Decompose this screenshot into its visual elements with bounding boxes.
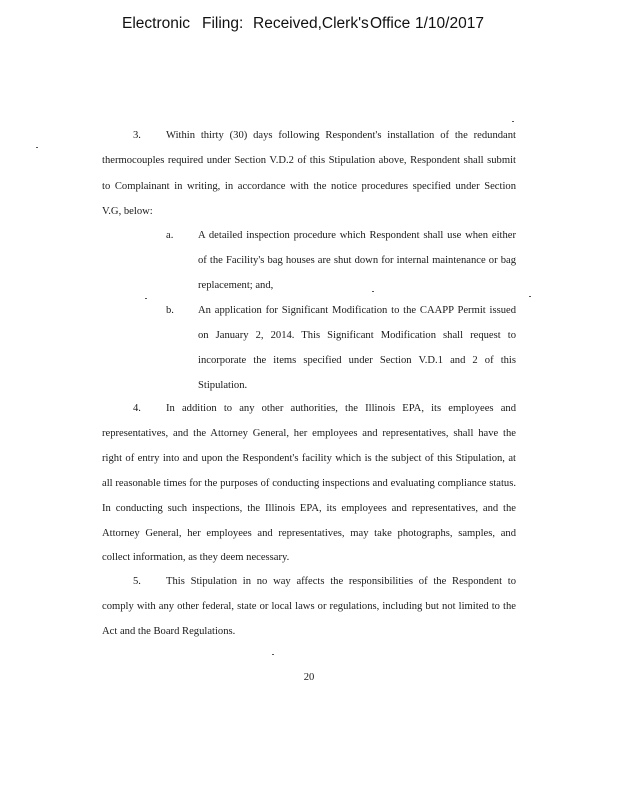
paragraph-number: 3. xyxy=(133,130,141,141)
paragraph-line: Within thirty (30) days following Respondent's installation of the redundant xyxy=(166,130,516,141)
paragraph-line: right of entry into and upon the Respondent's facility which is the subject of this Stipulation, at xyxy=(102,453,516,464)
paragraph-line: In addition to any other authorities, the Illinois EPA, its employees and xyxy=(166,403,516,414)
stamp-word-received-clerks: Received,Clerk's xyxy=(253,15,369,32)
stamp-word-filing: Filing: xyxy=(202,15,244,32)
paragraph-line: This Stipulation in no way affects the responsibilities of the Respondent to xyxy=(166,576,516,587)
paragraph-line: Attorney General, her employees and representatives, may take photographs, samples, and xyxy=(102,528,516,539)
scan-speck xyxy=(272,654,274,655)
paragraph-line: comply with any other federal, state or local laws or regulations, including but not limited to the xyxy=(102,601,516,612)
scan-speck xyxy=(36,147,38,148)
paragraph-number: 5. xyxy=(133,576,141,587)
paragraph-line: representatives, and the Attorney General, her employees and representatives, shall have the xyxy=(102,428,516,439)
paragraph-line: Act and the Board Regulations. xyxy=(102,626,236,637)
page-number: 20 xyxy=(303,672,315,683)
paragraph-line: all reasonable times for the purposes of conducting inspections and evaluating compliance status. xyxy=(102,478,516,489)
list-marker: a. xyxy=(166,230,174,241)
list-marker: b. xyxy=(166,305,174,316)
list-item-line: on January 2, 2014. This Significant Modification shall request to xyxy=(198,330,516,341)
stamp-word-office: Office xyxy=(370,15,411,32)
paragraph-line: In conducting such inspections, the Illinois EPA, its employees and representatives, and the xyxy=(102,503,516,514)
scan-speck xyxy=(145,298,147,299)
list-item-line: Stipulation. xyxy=(198,380,248,391)
paragraph-line: V.G, below: xyxy=(102,206,153,217)
list-item-line: replacement; and, xyxy=(198,280,274,291)
scan-speck xyxy=(372,291,374,292)
paragraph-line: thermocouples required under Section V.D.2 of this Stipulation above, Respondent shall submit xyxy=(102,155,516,166)
stamp-date: 1/10/2017 xyxy=(415,15,484,32)
scan-speck xyxy=(512,121,514,122)
list-item-line: An application for Significant Modification to the CAAPP Permit issued xyxy=(198,305,516,316)
list-item-line: of the Facility's bag houses are shut down for internal maintenance or bag xyxy=(198,255,516,266)
stamp-word-electronic: Electronic xyxy=(122,15,191,32)
paragraph-line: collect information, as they deem necessary. xyxy=(102,552,290,563)
electronic-filing-stamp xyxy=(0,15,618,37)
list-item-line: incorporate the items specified under Section V.D.1 and 2 of this xyxy=(198,355,516,366)
paragraph-number: 4. xyxy=(133,403,141,414)
list-item-line: A detailed inspection procedure which Respondent shall use when either xyxy=(198,230,516,241)
scan-speck xyxy=(529,296,531,297)
paragraph-line: to Complainant in writing, in accordance with the notice procedures specified under Section xyxy=(102,181,516,192)
